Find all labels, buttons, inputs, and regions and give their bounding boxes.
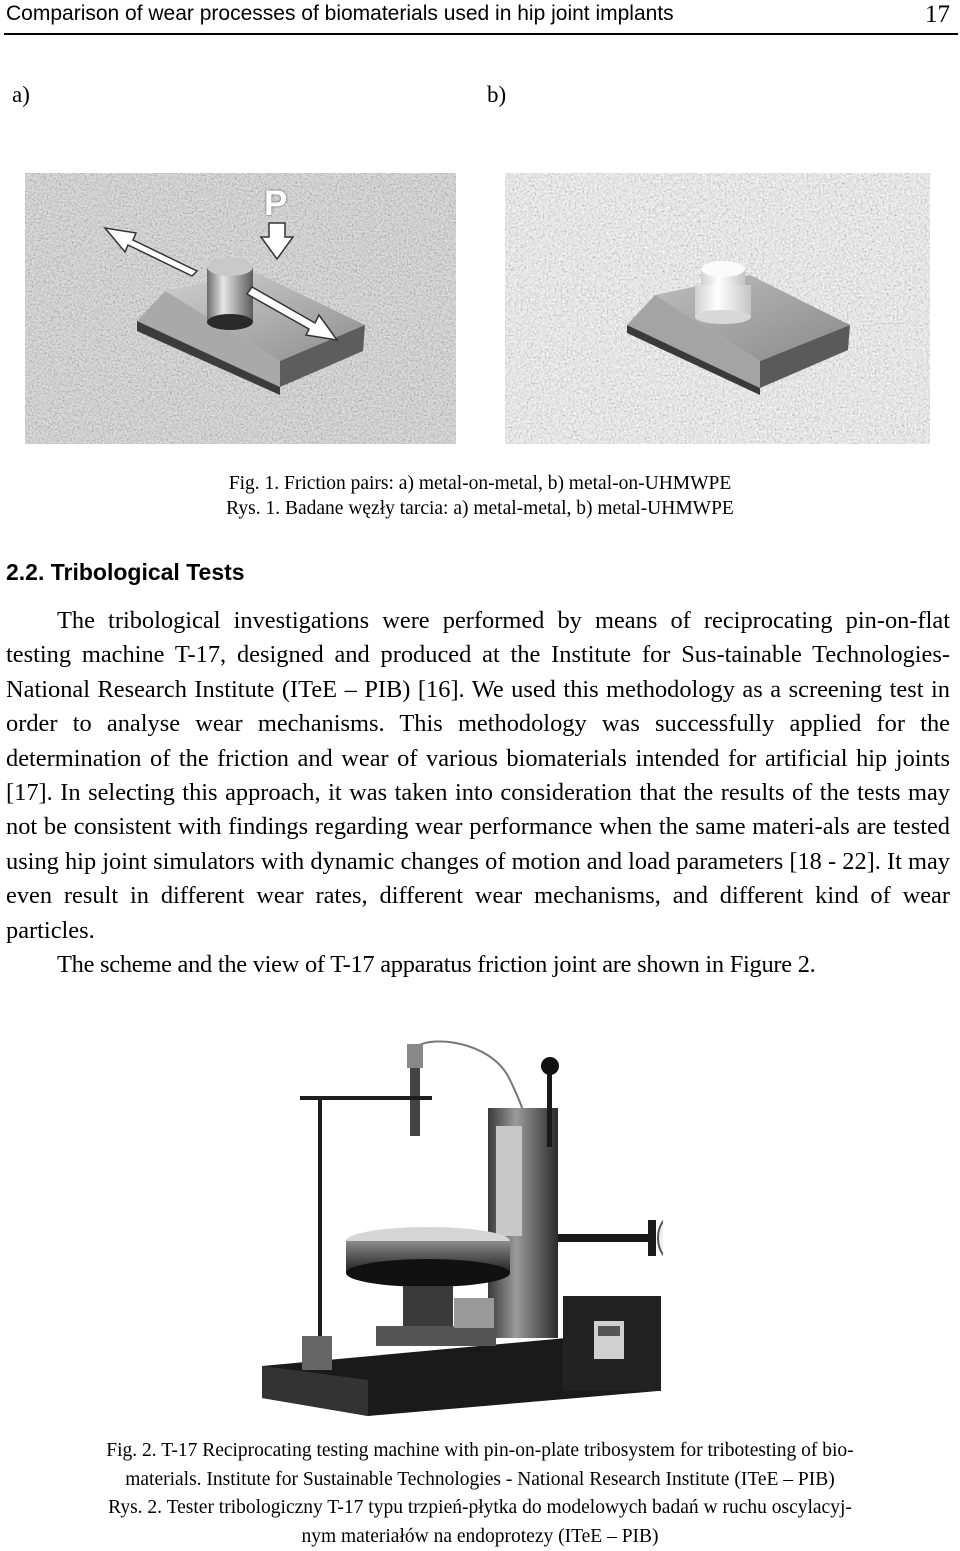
figure-2-caption-pl-1: Rys. 2. Tester tribologiczny T-17 typu trzpień-płytka do modelowych badań w ruchu oscylacyj- <box>0 1494 960 1523</box>
figure-1-caption-en: Fig. 1. Friction pairs: a) metal-on-metal, b) metal-on-UHMWPE <box>160 471 800 496</box>
header-rule <box>4 33 958 35</box>
running-title: Comparison of wear processes of biomaterials used in hip joint implants <box>6 2 674 26</box>
panel-label-a: a) <box>12 82 30 108</box>
panel-label-b: b) <box>487 82 506 108</box>
photo-metal-on-uhmwpe <box>505 173 930 444</box>
load-symbol-p: P <box>264 184 287 224</box>
photo-metal-on-metal <box>25 173 456 444</box>
paragraph-2: The scheme and the view of T-17 apparatus friction joint are shown in Figure 2. <box>6 948 950 982</box>
figure-2-caption-pl-2: nym materiałów na endoprotezy (ITeE – PIB) <box>0 1523 960 1551</box>
page-number: 17 <box>925 1 950 29</box>
figure-2-caption-en-2: materials. Institute for Sustainable Technologies - National Research Institute (ITeE – PIB) <box>0 1466 960 1495</box>
figure-1-caption <box>160 471 800 521</box>
figure-2-caption-en-1: Fig. 2. T-17 Reciprocating testing machine with pin-on-plate tribosystem for tribotesting of bio- <box>0 1437 960 1466</box>
section-heading: 2.2. Tribological Tests <box>6 559 245 586</box>
figure-1-caption-pl: Rys. 1. Badane węzły tarcia: a) metal-metal, b) metal-UHMWPE <box>160 496 800 521</box>
section-body <box>6 604 950 982</box>
figure-2-caption <box>0 1437 960 1551</box>
paragraph-1: The tribological investigations were performed by means of reciprocating pin-on-flat testing machine T-17, designed and produced at the Institute for Sus-tainable Technologies-National Research Institute (ITeE – PIB) [16]. We used this methodology as a screening test in order to analyse wear mechanisms. This methodology was successfully applied for the determination of the friction and wear of various biomaterials intended for artificial hip joints [17]. In selecting this approach, it was taken into consideration that the results of the tests may not be consistent with findings regarding wear performance when the same materi-als are tested using hip joint simulators with dynamic changes of motion and load parameters [18 - 22]. It may even result in different wear rates, different wear mechanisms, and different kind of wear particles. <box>6 604 950 948</box>
photo-t17-machine <box>258 1036 663 1426</box>
